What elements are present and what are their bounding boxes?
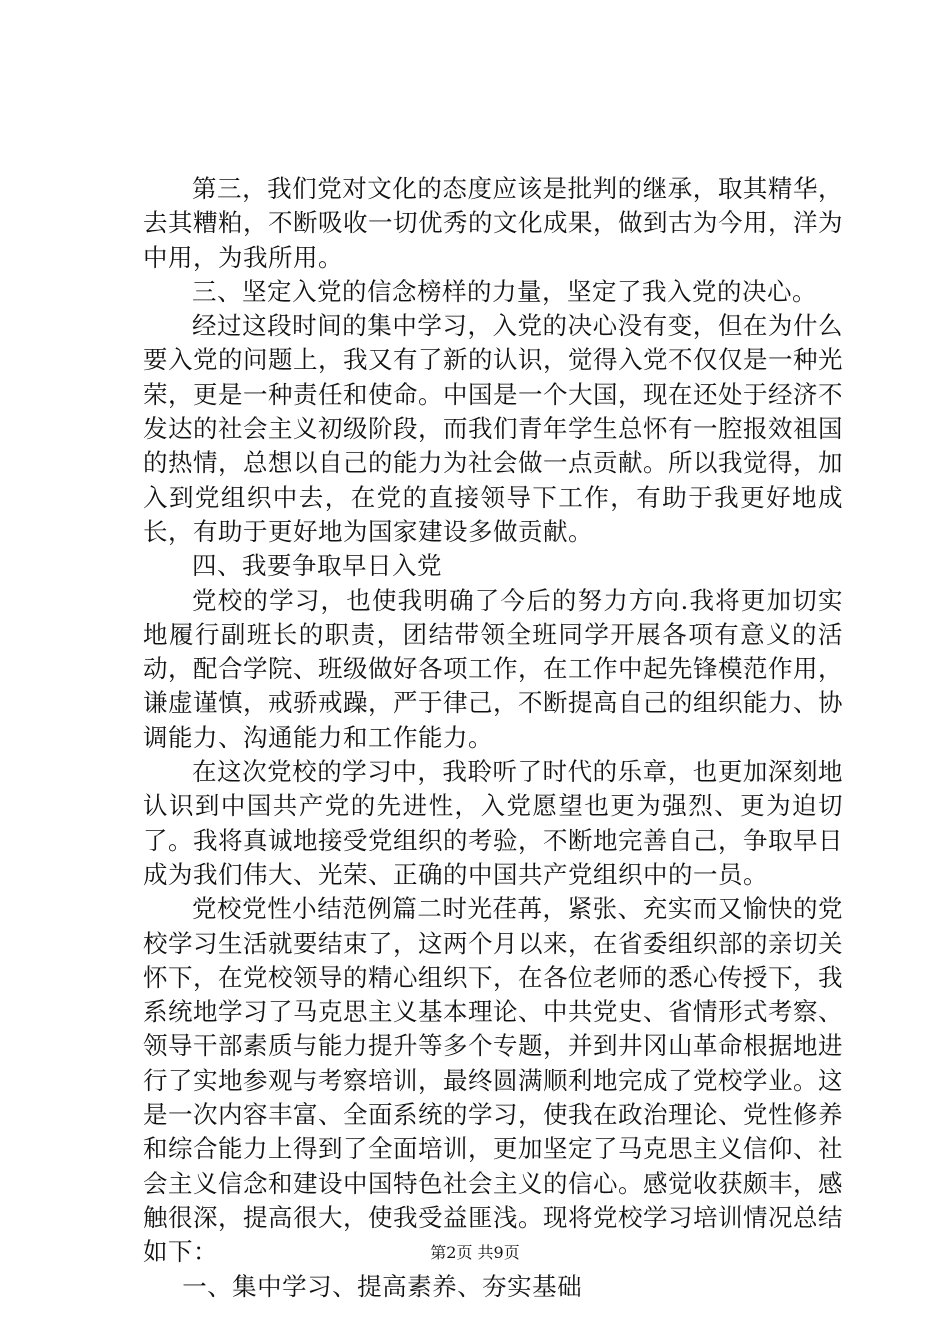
- heading-section-three: 三、坚定入党的信念榜样的力量，坚定了我入党的决心。: [192, 276, 817, 306]
- page-number-footer: 第2页 共9页: [430, 1243, 520, 1262]
- heading-part-one: 一、集中学习、提高素养、夯实基础: [182, 1271, 583, 1301]
- paragraph-study-reflection: 在这次党校的学习中，我聆听了时代的乐章，也更加深刻地认识到中国共产党的先进性，入党愿望也更为强烈、更为迫切了。我将真诚地接受党组织的考验，不断地完善自己，争取早日成为我们伟大、光荣、正确的中国共产党组织中的一员。: [143, 757, 843, 889]
- paragraph-culture-attitude: 第三，我们党对文化的态度应该是批判的继承，取其精华，去其糟粕，不断吸收一切优秀的文化成果，做到古为今用，洋为中用，为我所用。: [143, 174, 843, 272]
- document-body: [143, 172, 843, 1304]
- paragraph-future-direction: 党校的学习，也使我明确了今后的努力方向.我将更加切实地履行副班长的职责，团结带领全班同学开展各项有意义的活动，配合学院、班级做好各项工作，在工作中起先锋模范作用，谦虚谨慎，戒骄戒躁，严于律己，不断提高自己的组织能力、协调能力、沟通能力和工作能力。: [143, 585, 843, 752]
- paragraph-party-resolve: 经过这段时间的集中学习，入党的决心没有变，但在为什么要入党的问题上，我又有了新的认识，觉得入党不仅仅是一种光荣，更是一种责任和使命。中国是一个大国，现在还处于经济不发达的社会主义初级阶段，而我们青年学生总怀有一腔报效祖国的热情，总想以自己的能力为社会做一点贡献。所以我觉得，加入到党组织中去，在党的直接领导下工作，有助于我更好地成长，有助于更好地为国家建设多做贡献。: [143, 311, 843, 546]
- heading-section-four: 四、我要争取早日入党: [192, 551, 442, 581]
- paragraph-example-two: 党校党性小结范例篇二时光荏苒，紧张、充实而又愉快的党校学习生活就要结束了，这两个月以来，在省委组织部的亲切关怀下，在党校领导的精心组织下，在各位老师的悉心传授下，我系统地学习了马克思主义基本理论、中共党史、省情形式考察、领导干部素质与能力提升等多个专题，并到井冈山革命根据地进行了实地参观与考察培训，最终圆满顺利地完成了党校学业。这是一次内容丰富、全面系统的学习，使我在政治理论、党性修养和综合能力上得到了全面培训，更加坚定了马克思主义信仰、社会主义信念和建设中国特色社会主义的信心。感觉收获颇丰，感触很深，提高很大，使我受益匪浅。现将党校学习培训情况总结如下：: [143, 894, 843, 1267]
